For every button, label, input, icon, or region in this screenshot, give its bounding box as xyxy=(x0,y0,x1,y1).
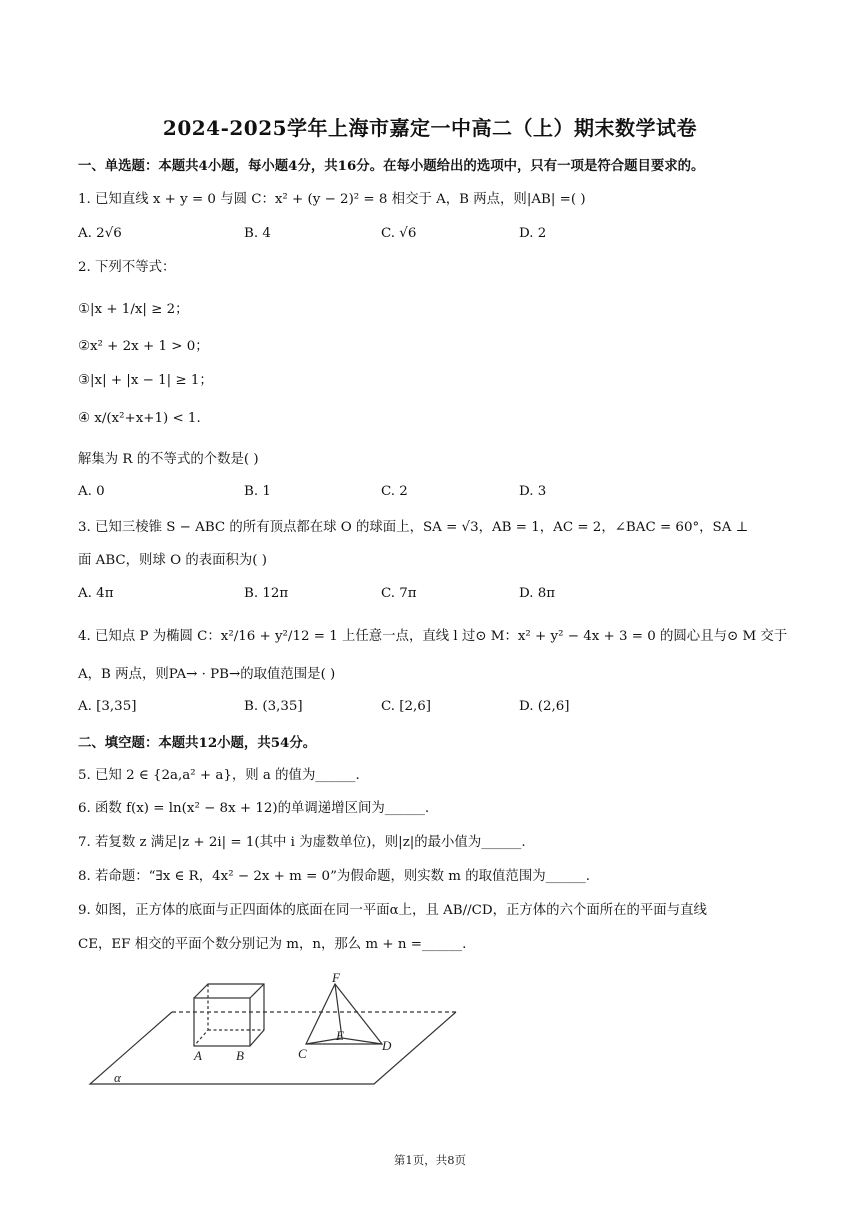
page-footer: 第1页，共8页 xyxy=(393,1153,467,1167)
question-9-stem-line-2: CE，EF 相交的平面个数分别记为 m，n，那么 m + n =______. xyxy=(78,937,467,952)
label-b: B xyxy=(236,1048,244,1063)
tetrahedron-base-edges xyxy=(306,1038,382,1044)
option-c: C. [2,6] xyxy=(381,699,432,714)
question-8: 8. 若命题：“∃x ∈ R，4x² − 2x + m = 0”为假命题，则实数 m 的取值范围为______. xyxy=(78,869,591,884)
option-d: D. 8π xyxy=(519,586,556,601)
question-9-stem-line-1: 9. 如图，正方体的底面与正四面体的底面在同一平面α上，且 AB//CD，正方体的六个面所在的平面与直线 xyxy=(78,903,707,918)
label-a: A xyxy=(194,1048,202,1063)
option-a: A. 4π xyxy=(78,586,114,601)
inequality-3: ③|x| + |x − 1| ≥ 1； xyxy=(78,373,213,388)
question-1-options xyxy=(78,226,798,246)
page-title: 2024-2025学年上海市嘉定一中高二（上）期末数学试卷 xyxy=(162,116,698,140)
cube-back-edges xyxy=(194,984,264,1046)
question-3-stem-line-2: 面 ABC，则球 O 的表面积为( ) xyxy=(78,553,267,568)
option-d: D. (2,6] xyxy=(519,699,570,714)
inequality-1: ①|x + 1/x| ≥ 2； xyxy=(78,302,189,317)
question-6: 6. 函数 f(x) = ln(x² − 8x + 12)的单调递增区间为______. xyxy=(78,801,430,816)
question-2-options xyxy=(78,484,798,504)
question-2-stem: 2. 下列不等式： xyxy=(78,260,176,275)
label-e: E xyxy=(336,1028,344,1043)
question-2-tail: 解集为 R 的不等式的个数是( ) xyxy=(78,452,259,467)
label-c: C xyxy=(298,1046,307,1061)
cube-front-face xyxy=(194,998,250,1046)
cube-top-right-edge xyxy=(250,984,264,998)
option-b: B. (3,35] xyxy=(244,699,303,714)
option-b: B. 4 xyxy=(244,226,271,241)
question-4-stem-line-2: A，B 两点，则PA→ · PB→的取值范围是( ) xyxy=(78,667,336,682)
question-4-options xyxy=(78,699,798,719)
option-a: A. 0 xyxy=(78,484,105,499)
option-a: A. 2√6 xyxy=(78,226,122,241)
option-d: D. 2 xyxy=(519,226,547,241)
section-heading-fill-in: 二、填空题：本题共12小题，共54分。 xyxy=(78,735,317,751)
inequality-2: ②x² + 2x + 1 > 0； xyxy=(78,339,209,354)
label-alpha: α xyxy=(114,1070,121,1085)
question-3-stem-line-1: 3. 已知三棱锥 S − ABC 的所有顶点都在球 O 的球面上，SA = √3，AB = 1，AC = 2，∠BAC = 60°，SA ⊥ xyxy=(78,520,749,535)
label-f: F xyxy=(332,970,340,985)
inequality-4: ④ x/(x²+x+1) < 1. xyxy=(78,411,201,426)
option-a: A. [3,35] xyxy=(78,699,137,714)
section-heading-single-choice: 一、单选题：本题共4小题，每小题4分，共16分。在每小题给出的选项中，只有一项是符合题目要求的。 xyxy=(78,158,705,174)
question-1-stem: 1. 已知直线 x + y = 0 与圆 C：x² + (y − 2)² = 8 相交于 A，B 两点，则|AB| =( ) xyxy=(78,192,586,207)
cube-hidden-edges xyxy=(194,984,264,1046)
option-d: D. 3 xyxy=(519,484,547,499)
tetrahedron-front-faces xyxy=(306,984,382,1044)
option-b: B. 12π xyxy=(244,586,289,601)
cube-tetrahedron-figure xyxy=(84,968,464,1092)
question-4-stem-line-1: 4. 已知点 P 为椭圆 C：x²/16 + y²/12 = 1 上任意一点，直线 l 过⊙ M：x² + y² − 4x + 3 = 0 的圆心且与⊙ M 交于 xyxy=(78,629,788,644)
option-c: C. 2 xyxy=(381,484,408,499)
label-d: D xyxy=(382,1038,392,1053)
question-5: 5. 已知 2 ∈ {2a,a² + a}，则 a 的值为______. xyxy=(78,768,360,783)
plane-outline xyxy=(90,1012,456,1084)
question-7: 7. 若复数 z 满足|z + 2i| = 1(其中 i 为虚数单位)，则|z|的最小值为______. xyxy=(78,835,526,850)
option-c: C. 7π xyxy=(381,586,417,601)
question-3-options xyxy=(78,586,798,606)
option-c: C. √6 xyxy=(381,226,417,241)
option-b: B. 1 xyxy=(244,484,271,499)
